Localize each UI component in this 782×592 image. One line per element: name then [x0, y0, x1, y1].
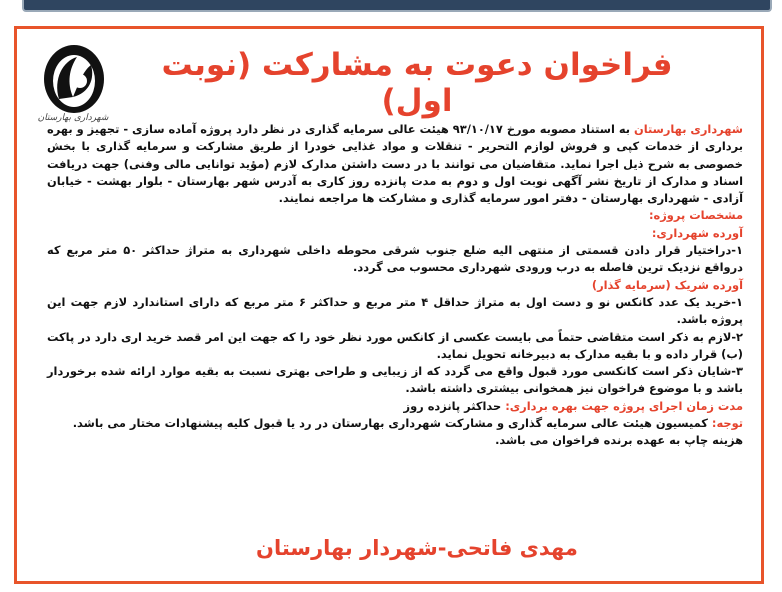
notice-body: [47, 121, 743, 450]
duration-value: حداکثر پانزده روز: [403, 398, 506, 413]
intro-paragraph: [47, 121, 743, 207]
logo-caption: شهرداری بهارستان: [37, 113, 109, 123]
duration-line: [47, 398, 743, 415]
municipality-item: ۱-دراختیار قرار دادن قسمتی از منتهی الیه ضلع جنوب شرقی محوطه داخلی شهرداری به متراژ حداکثر ۵۰ متر مربع که درواقع نزدیک ترین فاصله به درب ورودی شهرداری محسوب می گردد.: [47, 243, 743, 275]
note-line: [47, 415, 743, 432]
partner-item-3: ۳-شایان ذکر است کانکسی مورد قبول واقع می گردد که از زیبایی و طراحی بهتری نسبت به بقیه موارد ارائه شده برخوردار باشد و با موضوع فراخوان نیز همخوانی بیشتری داشته باشد.: [47, 364, 743, 396]
project-specs-heading: مشخصات پروژه:: [648, 208, 743, 223]
note-text: کمیسیون هیئت عالی سرمایه گذاری و مشارکت شهرداری بهارستان در رد یا قبول کلیه پیشنهادات مختار می باشد.: [72, 416, 712, 431]
partner-item-2: ۲-لازم به ذکر است متقاضی حتماً می بایست عکسی از کانکس مورد نظر خود را که جهت این امر قصد خرید اری دارد در پاکت (ب) قرار داده و با بقیه مدارک به دبیرخانه تحویل نماید.: [47, 329, 743, 361]
notice-frame: [14, 26, 764, 584]
organization-name: شهرداری بهارستان: [633, 122, 743, 136]
municipality-contribution-heading: آورده شهرداری:: [651, 225, 743, 240]
partner-item-1: ۱-خرید یک عدد کانکس نو و دست اول به متراژ حداقل ۴ متر مربع و حداکثر ۶ متر مربع که دارای استاندارد لازم جهت این پروژه باشد.: [47, 294, 743, 327]
signature: مهدی فاتحی-شهردار بهارستان: [256, 536, 578, 560]
intro-text: به استناد مصوبه مورخ ۹۳/۱۰/۱۷ هیئت عالی سرمایه گذاری در نظر دارد پروژه آماده سازی - تجهیز و بهره برداری از خدمات کپی و فروش لوازم التحریر - تنقلات و مواد غذایی خودرا از طریق مشارکت و سرمایه گذاری با بخش خصوصی به شرح ذیل اجرا نماید. متقاضیان می توانند با در دست داشتن مدارک لازم (مؤید توانایی مالی وفنی) جهت دریافت اسناد و مدارک از تاریخ نشر آگهی نوبت اول و دوم به مدت پانزده روز کاری به آدرس شهر بهارستان - بلوار بهشت - خیابان آزادی - شهرداری بهارستان - دفتر امور سرمایه گذاری و مشارکت ها مراجعه نمایند.: [47, 122, 743, 206]
municipality-logo-icon: [39, 39, 109, 119]
footer-note: هزینه چاپ به عهده برنده فراخوان می باشد.: [495, 433, 743, 448]
note-label: توجه:: [711, 416, 743, 431]
top-banner-strip: [22, 0, 772, 12]
page-title: فراخوان دعوت به مشارکت (نوبت اول): [161, 47, 673, 119]
partner-contribution-heading: آورده شریک (سرمایه گذار): [591, 277, 743, 292]
duration-label: مدت زمان اجرای پروژه جهت بهره برداری:: [505, 398, 743, 413]
